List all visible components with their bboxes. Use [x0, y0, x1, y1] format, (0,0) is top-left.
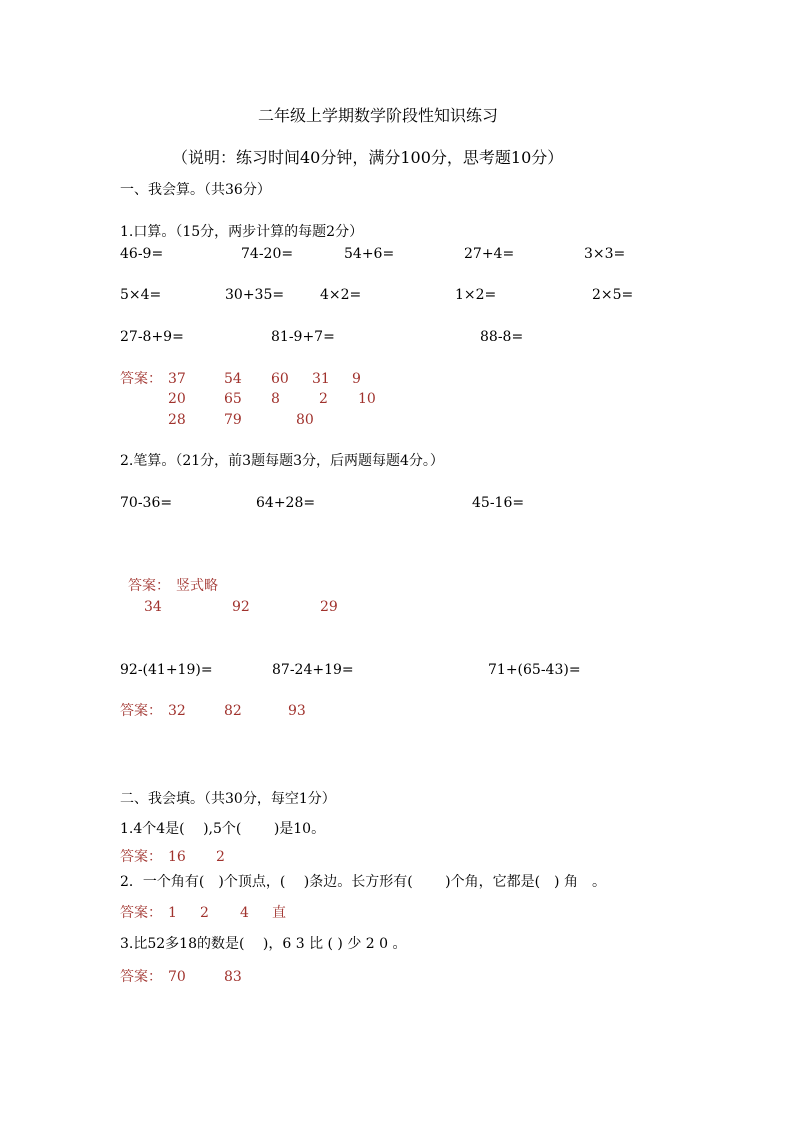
answer-value: 93 [288, 703, 306, 719]
page-title: 二年级上学期数学阶段性知识练习 [258, 106, 499, 125]
problem: 27+4= [464, 246, 515, 262]
problem: 74-20= [241, 246, 294, 262]
problem: 2×5= [592, 287, 634, 303]
answer-value: 4 [240, 905, 249, 921]
answer-value: 8 [271, 391, 280, 407]
answer-value: 31 [312, 371, 330, 387]
problem: 1×2= [455, 287, 497, 303]
answer-label: 答案： [120, 905, 162, 921]
section-heading-fill-in: 二、我会填。（共30分，每空1分） [120, 791, 336, 807]
answer-value: 70 [168, 969, 186, 985]
answer-note: 竖式略 [176, 578, 218, 594]
answer-value: 1 [168, 905, 177, 921]
problem: 3×3= [584, 246, 626, 262]
answer-label: 答案： [120, 849, 162, 865]
problem: 27-8+9= [120, 329, 184, 345]
answer-value: 20 [168, 391, 186, 407]
question-heading-written-math: 2.笔算。（21分，前3题每题3分，后两题每题4分。） [120, 453, 444, 469]
answer-value: 9 [352, 371, 361, 387]
answer-value: 65 [224, 391, 242, 407]
answer-value: 92 [232, 599, 250, 615]
answer-value: 37 [168, 371, 186, 387]
answer-label: 答案： [120, 371, 162, 387]
answer-label: 答案： [120, 969, 162, 985]
problem: 30+35= [225, 287, 285, 303]
answer-value: 79 [224, 412, 242, 428]
answer-value: 28 [168, 412, 186, 428]
problem: 45-16= [472, 495, 525, 511]
problem: 70-36= [120, 495, 173, 511]
answer-value: 16 [168, 849, 186, 865]
answer-label: 答案： [128, 578, 170, 594]
fill-question-3: 3.比52多18的数是( )，6 3 比 ( ) 少 2 0 。 [120, 936, 407, 952]
fill-question-1: 1.4个4是( ),5个( )是10。 [120, 821, 326, 837]
fill-question-2: 2．一个角有( )个顶点，( )条边。长方形有( )个角，它都是( ) 角 。 [120, 874, 606, 890]
answer-value: 2 [319, 391, 328, 407]
answer-value: 10 [358, 391, 376, 407]
problem: 81-9+7= [271, 329, 335, 345]
instructions-note: （说明：练习时间40分钟，满分100分，思考题10分） [172, 148, 564, 167]
answer-value: 2 [216, 849, 225, 865]
answer-value: 60 [271, 371, 289, 387]
problem: 4×2= [320, 287, 362, 303]
answer-value: 80 [296, 412, 314, 428]
problem: 87-24+19= [272, 662, 354, 678]
problem: 46-9= [120, 246, 164, 262]
answer-value: 54 [224, 371, 242, 387]
problem: 5×4= [120, 287, 162, 303]
answer-value: 29 [320, 599, 338, 615]
problem: 54+6= [344, 246, 395, 262]
answer-label: 答案： [120, 703, 162, 719]
question-heading-mental-math: 1.口算。（15分，两步计算的每题2分） [120, 224, 364, 240]
answer-value: 34 [144, 599, 162, 615]
problem: 64+28= [256, 495, 316, 511]
problem: 71+(65-43)= [488, 662, 581, 678]
answer-value: 82 [224, 703, 242, 719]
answer-value: 2 [200, 905, 209, 921]
problem: 88-8= [480, 329, 524, 345]
answer-value: 直 [272, 905, 286, 921]
problem: 92-(41+19)= [120, 662, 213, 678]
section-heading-calculate: 一、我会算。（共36分） [120, 182, 271, 198]
answer-value: 83 [224, 969, 242, 985]
answer-value: 32 [168, 703, 186, 719]
